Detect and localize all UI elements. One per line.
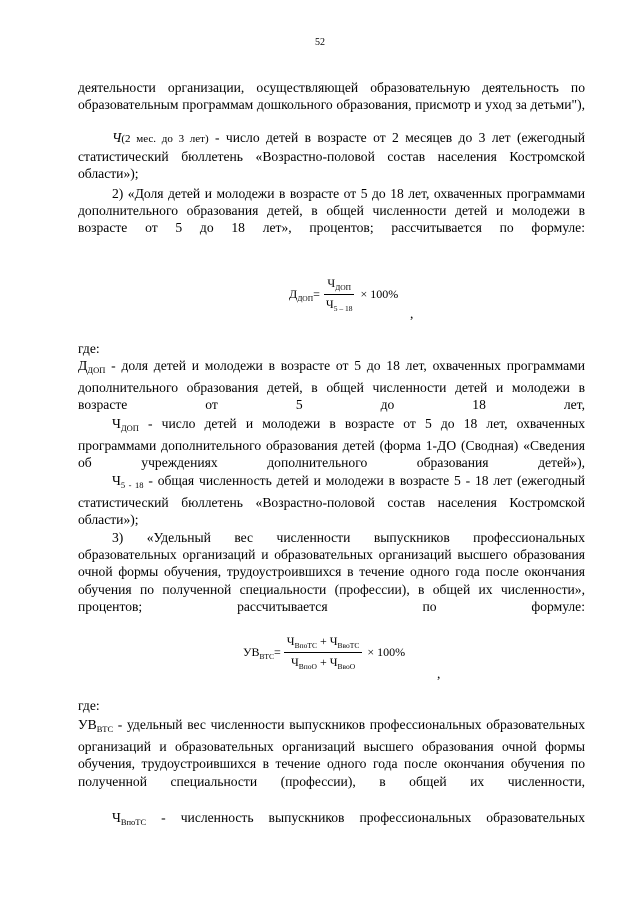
definition-text: - общая численность детей и молодежи в возрасте 5 - 18 лет (ежегодный статистический бюллетень «Возрастно-половой состав населения Костромской области»); xyxy=(78,473,585,528)
formula-trailing-comma: , xyxy=(437,666,441,681)
symbol-ch: Ч xyxy=(112,473,121,488)
formula-lhs: $Д_{ДОП}=$ xyxy=(289,286,320,303)
formula-fraction xyxy=(284,634,363,671)
definition-ch-5-18: $Ч_{5 - 18}$ - общая численность детей и молодежи в возрасте 5 - 18 лет (ежегодный статистический бюллетень «Возрастно-половой состав населения Костромской области»); xyxy=(78,473,585,528)
where-label: где: xyxy=(78,341,100,356)
symbol-ch: Ч xyxy=(112,416,121,431)
formula-trailing-comma: , xyxy=(410,306,414,321)
formula-multiplier: × 100% xyxy=(360,287,399,301)
page-number: 52 xyxy=(315,37,325,48)
definition-chvpots: $Ч_{ВпоТС}$ - численность выпускников профессиональных образовательных xyxy=(112,810,585,827)
definition-chdop: $Ч_{ДОП}$ - число детей и молодежи в возрасте от 5 до 18 лет, охваченных программами дополнительного образования детей (форма 1-ДО (Сводная) «Сведения об учреждениях дополнительного образования детей»), xyxy=(78,416,585,471)
formula-fraction xyxy=(323,276,356,313)
symbol-ch: Ч xyxy=(112,130,122,145)
indicator-3-paragraph: 3) «Удельный вес численности выпускников профессиональных образовательных организаций и образовательных организаций высшего образования очной формы обучения, трудоустроившихся в течение одного года после окончания обучения по полученной специальности (профессии), в общей их численности», процентов; рассчитывается по формуле: xyxy=(78,530,585,614)
formula-lhs: $УВ_{ВТС}=$ xyxy=(243,644,281,661)
definition-text: - численность выпускников профессиональных образовательных xyxy=(146,810,585,825)
fraction-denominator: $Ч_{5 - 18}$ xyxy=(325,297,353,313)
formula-multiplier: × 100% xyxy=(367,645,406,659)
definition-text: - число детей и молодежи в возрасте от 5 до 18 лет, охваченных программами дополнительного образования детей (форма 1-ДО (Сводная) «Сведения об учреждениях дополнительного образования детей»), xyxy=(78,416,585,471)
indicator-2-paragraph: 2) «Доля детей и молодежи в возрасте от 5 до 18 лет, охваченных программами дополнительного образования детей, в общей численности детей и молодежи в возрасте от 5 до 18 лет», процентов; рассчитывается по формуле: xyxy=(78,186,585,236)
definition-text: - доля детей и молодежи в возрасте от 5 до 18 лет, охваченных программами дополнительного образования детей, в общей численности детей и молодежи в возрасте от 5 до 18 лет, xyxy=(78,358,585,413)
definition-text: - удельный вес численности выпускников профессиональных образовательных организаций и образовательных организаций высшего образования очной формы обучения, трудоустроившихся в течение одного года после окончания обучения по полученной специальности (профессии), в общей их численности, xyxy=(78,717,585,789)
fraction-numerator: $Ч_{ДОП}$ xyxy=(324,276,354,295)
symbol-argument: (2 мес. до 3 лет) xyxy=(121,133,209,145)
fraction-numerator: $Ч_{ВпоТС} + Ч_{ВвоТС}$ xyxy=(284,634,363,653)
formula-ddop xyxy=(289,276,398,313)
fraction-denominator: $Ч_{ВпоО} + Ч_{ВвоО}$ xyxy=(290,655,356,671)
symbol-ch: Ч xyxy=(112,810,121,825)
symbol-d: Д xyxy=(78,358,88,373)
where-label: где: xyxy=(78,698,100,713)
definition-uvvts: $УВ_{ВТС}$ - удельный вес численности выпускников профессиональных образовательных организаций и образовательных организаций высшего образования очной формы обучения, трудоустроившихся в течение одного года после окончания обучения по полученной специальности (профессии), в общей их численности, xyxy=(78,717,585,789)
paragraph-continuation: деятельности организации, осуществляющей образовательную деятельность по образовательным программам дошкольного образования, присмотр и уход за детьми"), xyxy=(78,80,585,113)
definition-text: - число детей в возрасте от 2 месяцев до 3 лет (ежегодный статистический бюллетень «Возрастно-половой состав населения Костромской области»); xyxy=(78,130,585,182)
definition-ddop: $Д_{ДОП}$ - доля детей и молодежи в возрасте от 5 до 18 лет, охваченных программами дополнительного образования детей, в общей численности детей и молодежи в возрасте от 5 до 18 лет, xyxy=(78,358,585,413)
formula-uvvts xyxy=(243,634,405,671)
symbol-uv: УВ xyxy=(78,717,97,732)
